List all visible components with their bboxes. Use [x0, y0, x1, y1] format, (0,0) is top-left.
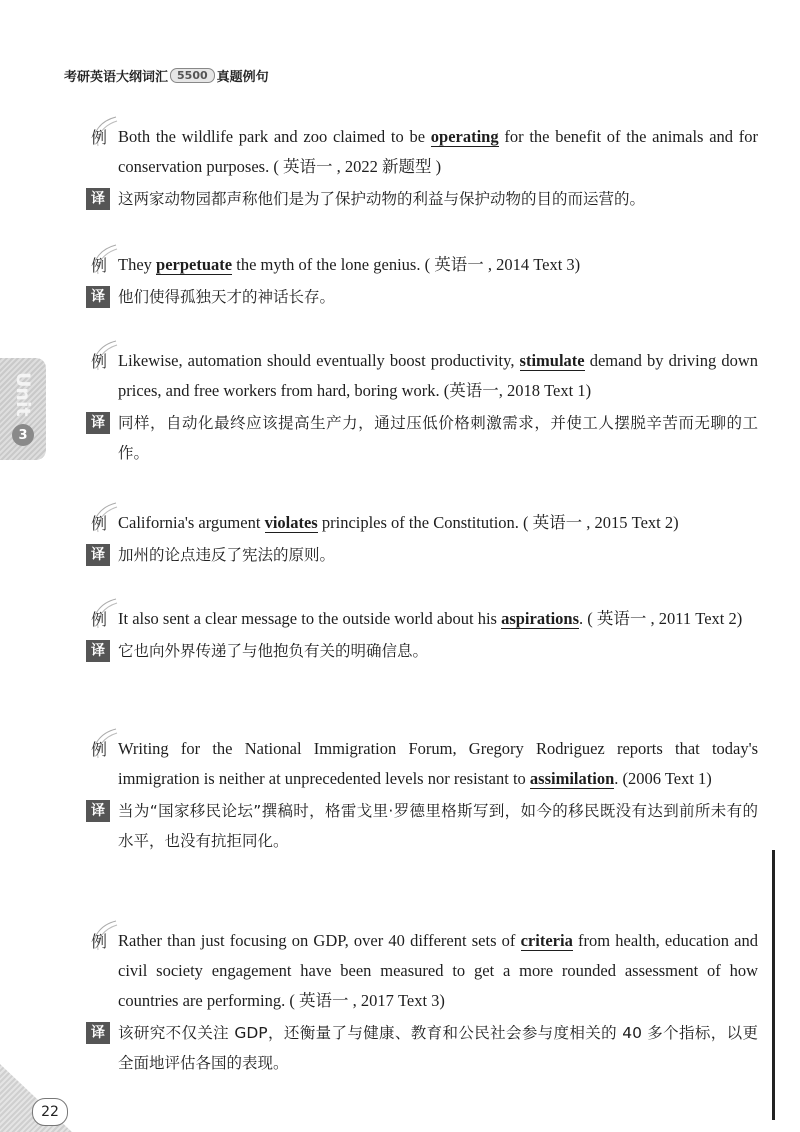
translation-text: 这两家动物园都声称他们是为了保护动物的利益与保护动物的目的而运营的。 [118, 190, 646, 208]
header-title-post: 真题例句 [216, 70, 269, 85]
svg-text:例: 例 [91, 256, 108, 275]
sentence-pre: California's argument [118, 513, 265, 532]
sentence-pre: Writing for the National Immigration Forum, Gregory Rodriguez reports that today's immigration is neither at unprecedented levels nor resistant to [118, 739, 758, 788]
sentence-pre: Both the wildlife park and zoo claimed to be [118, 127, 431, 146]
example-entry [86, 250, 758, 314]
translation-icon: 译 [86, 640, 110, 662]
translation-icon: 译 [86, 800, 110, 822]
running-header [64, 66, 269, 85]
example-sentence [118, 604, 758, 634]
unit-side-tab [0, 358, 46, 460]
example-entry [86, 346, 758, 470]
example-icon [86, 927, 118, 953]
example-entry [86, 122, 758, 216]
translation-icon: 译 [86, 188, 110, 210]
translation-text: 加州的论点违反了宪法的原则。 [118, 546, 336, 564]
translation-icon: 译 [86, 1022, 110, 1044]
sentence-pre: It also sent a clear message to the outside world about his [118, 609, 502, 628]
example-icon [86, 605, 118, 631]
example-icon [86, 509, 118, 535]
svg-text:例: 例 [91, 932, 108, 951]
header-badge: 5500 [170, 68, 215, 83]
page-number: 22 [32, 1098, 68, 1126]
translation-text: 该研究不仅关注 GDP，还衡量了与健康、教育和公民社会参与度相关的 40 多个指标，以更全面地评估各国的表现。 [118, 1024, 758, 1072]
example-sentence [118, 122, 758, 182]
example-entry [86, 926, 758, 1080]
sentence-post: from health, education and civil society engagement have been measured to get a more rounded assessment of how countries are performing. ( 英语一 , 2017 Text 3) [118, 931, 759, 1010]
svg-text:例: 例 [91, 514, 108, 533]
right-margin-rule [772, 850, 775, 1120]
example-entry [86, 508, 758, 572]
keyword: criteria [520, 931, 573, 950]
keyword: assimilation [529, 769, 615, 788]
svg-text:例: 例 [91, 610, 108, 629]
svg-text:例: 例 [91, 352, 108, 371]
example-sentence [118, 508, 758, 538]
translation-icon: 译 [86, 412, 110, 434]
sentence-pre: Rather than just focusing on GDP, over 40 different sets of [118, 931, 521, 950]
sentence-pre: Likewise, automation should eventually boost productivity, [118, 351, 520, 370]
example-icon [86, 251, 118, 277]
header-title-pre: 考研英语大纲词汇 [64, 70, 169, 85]
sentence-post: . ( 英语一 , 2011 Text 2) [579, 609, 743, 628]
keyword: stimulate [519, 351, 585, 370]
example-sentence [118, 250, 758, 280]
keyword: aspirations [501, 609, 580, 628]
example-entry [86, 734, 758, 858]
example-sentence [118, 346, 758, 406]
keyword: operating [430, 127, 499, 146]
translation-text: 他们使得孤独天才的神话长存。 [118, 288, 336, 306]
sentence-pre: They [118, 255, 157, 274]
translation-icon: 译 [86, 286, 110, 308]
keyword: violates [264, 513, 318, 532]
translation-text: 同样，自动化最终应该提高生产力，通过压低价格刺激需求，并使工人摆脱辛苦而无聊的工作。 [118, 414, 758, 462]
keyword: perpetuate [156, 255, 233, 274]
sentence-post: demand by driving down prices, and free workers from hard, boring work. (英语一, 2018 Text 1) [118, 351, 758, 400]
example-icon [86, 123, 118, 149]
example-entry [86, 604, 758, 668]
translation-icon: 译 [86, 544, 110, 566]
sentence-post: . (2006 Text 1) [614, 769, 712, 788]
svg-text:例: 例 [91, 740, 108, 759]
example-icon [86, 347, 118, 373]
svg-text:例: 例 [91, 128, 108, 147]
translation-text: 它也向外界传递了与他抱负有关的明确信息。 [118, 642, 429, 660]
example-sentence [118, 734, 758, 794]
example-icon [86, 735, 118, 761]
translation-text: 当为“国家移民论坛”撰稿时，格雷戈里·罗德里格斯写到，如今的移民既没有达到前所未有的水平，也没有抗拒同化。 [118, 802, 758, 850]
sentence-post: the myth of the lone genius. ( 英语一 , 2014 Text 3) [232, 255, 581, 274]
sentence-post: principles of the Constitution. ( 英语一 , 2015 Text 2) [317, 513, 679, 532]
unit-label: Unit [12, 371, 34, 417]
sentence-post: for the benefit of the animals and for conservation purposes. ( 英语一 , 2022 新题型 ) [118, 127, 758, 176]
unit-number: 3 [12, 424, 34, 446]
example-sentence [118, 926, 758, 1016]
